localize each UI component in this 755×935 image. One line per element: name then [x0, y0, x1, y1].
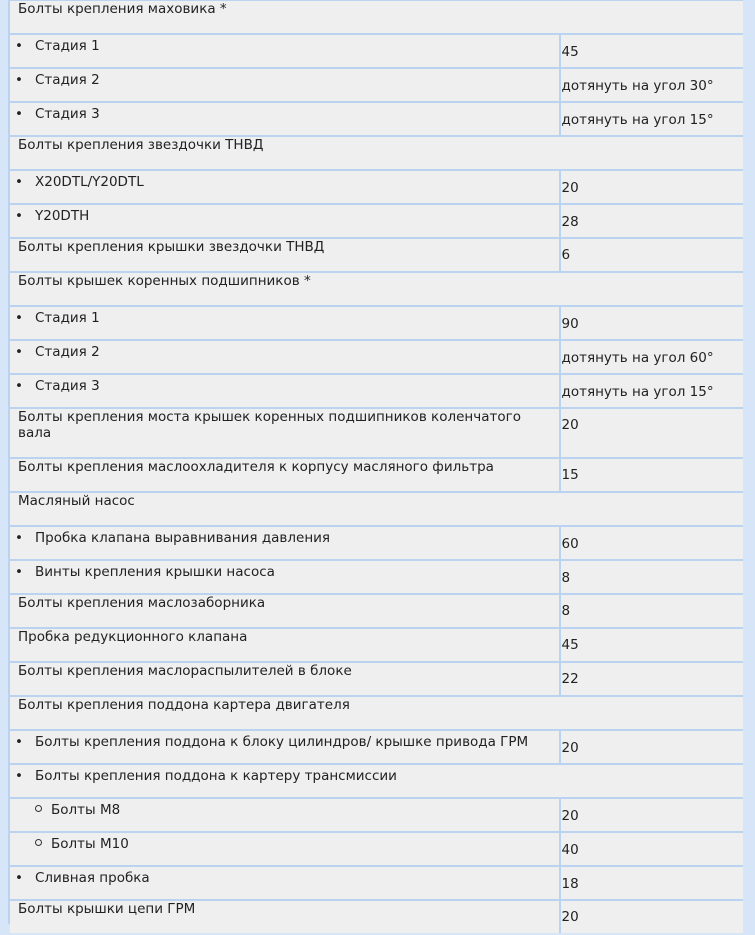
- table-row: [10, 901, 743, 933]
- bullet-icon: •: [15, 72, 23, 88]
- row-value: 45: [561, 35, 744, 67]
- row-label: Винты крепления крышки насоса: [35, 564, 275, 580]
- row-name: [10, 103, 561, 135]
- bullet-icon: •: [15, 106, 23, 122]
- row-name: [10, 69, 561, 101]
- bullet-icon: •: [15, 310, 23, 326]
- row-label: Болты крепления моста крышек коренных подшипников коленчатого вала: [18, 409, 521, 441]
- row-label: X20DTL/Y20DTL: [35, 174, 144, 190]
- table-row: [10, 375, 743, 407]
- row-value: 20: [561, 409, 744, 457]
- row-name: [10, 901, 561, 933]
- table-row: [10, 69, 743, 101]
- circle-bullet-icon: [35, 839, 42, 846]
- bullet-icon: •: [15, 174, 23, 190]
- row-name: [10, 459, 561, 491]
- row-label: Пробка редукционного клапана: [18, 629, 248, 645]
- row-name: [10, 1, 743, 33]
- table-row: [10, 697, 743, 729]
- table-row: [10, 799, 743, 831]
- row-label: Сливная пробка: [35, 870, 150, 886]
- row-label: Болты М10: [51, 836, 129, 852]
- row-name: [10, 205, 561, 237]
- bullet-icon: •: [15, 734, 23, 750]
- table-row: [10, 629, 743, 661]
- row-name: [10, 595, 561, 627]
- row-label: Болты крепления поддона картера двигателя: [18, 697, 350, 713]
- row-label: Болты крышки цепи ГРМ: [18, 901, 196, 917]
- table-row: [10, 273, 743, 305]
- row-value: дотянуть на угол 15°: [561, 103, 744, 135]
- row-name: [10, 765, 743, 797]
- row-value: 40: [561, 833, 744, 865]
- row-name: [10, 375, 561, 407]
- bullet-icon: •: [15, 378, 23, 394]
- table-row: [10, 459, 743, 491]
- table-row: [10, 35, 743, 67]
- table-row: [10, 867, 743, 899]
- table-row: [10, 595, 743, 627]
- row-name: [10, 527, 561, 559]
- row-name: [10, 409, 561, 457]
- row-label: Болты крепления маслоохладителя к корпусу масляного фильтра: [18, 459, 494, 475]
- row-value: 15: [561, 459, 744, 491]
- row-value: 6: [561, 239, 744, 271]
- row-name: [10, 341, 561, 373]
- row-value: 22: [561, 663, 744, 695]
- table-row: [10, 171, 743, 203]
- bullet-icon: •: [15, 870, 23, 886]
- row-label: Болты М8: [51, 802, 121, 818]
- table-row: [10, 527, 743, 559]
- table-row: [10, 765, 743, 797]
- table-row: [10, 103, 743, 135]
- row-name: [10, 799, 561, 831]
- row-name: [10, 239, 561, 271]
- row-label: Стадия 3: [35, 106, 100, 122]
- row-name: [10, 35, 561, 67]
- row-name: [10, 663, 561, 695]
- table-row: [10, 409, 743, 457]
- row-label: Стадия 1: [35, 310, 100, 326]
- row-label: Болты крепления звездочки ТНВД: [18, 137, 264, 153]
- bullet-icon: •: [15, 38, 23, 54]
- row-value: 45: [561, 629, 744, 661]
- row-value: 8: [561, 595, 744, 627]
- table-row: [10, 239, 743, 271]
- row-label: Болты крепления маслораспылителей в блоке: [18, 663, 352, 679]
- torque-table: [10, 0, 743, 935]
- table-row: [10, 137, 743, 169]
- row-value: 18: [561, 867, 744, 899]
- row-name: [10, 561, 561, 593]
- table-row: [10, 663, 743, 695]
- row-label: Болты крепления маховика *: [18, 1, 227, 17]
- row-value: 28: [561, 205, 744, 237]
- bullet-icon: •: [15, 530, 23, 546]
- row-name: [10, 833, 561, 865]
- bullet-icon: •: [15, 564, 23, 580]
- row-label: Болты крепления поддона к блоку цилиндров/ крышке привода ГРМ: [35, 734, 529, 750]
- row-value: 20: [561, 731, 744, 763]
- row-name: [10, 629, 561, 661]
- row-label: Болты крепления крышки звездочки ТНВД: [18, 239, 325, 255]
- bullet-icon: •: [15, 344, 23, 360]
- table-row: [10, 205, 743, 237]
- table-row: [10, 341, 743, 373]
- bullet-icon: •: [15, 208, 23, 224]
- row-value: 20: [561, 901, 744, 933]
- row-value: 90: [561, 307, 744, 339]
- row-value: 8: [561, 561, 744, 593]
- row-name: [10, 697, 743, 729]
- row-value: 60: [561, 527, 744, 559]
- row-name: [10, 137, 743, 169]
- row-name: [10, 273, 743, 305]
- row-label: Болты крепления маслозаборника: [18, 595, 266, 611]
- row-label: Стадия 2: [35, 72, 100, 88]
- table-row: [10, 493, 743, 525]
- row-value: дотянуть на угол 15°: [561, 375, 744, 407]
- row-label: Y20DTH: [35, 208, 90, 224]
- row-label: Стадия 2: [35, 344, 100, 360]
- bullet-icon: •: [15, 768, 23, 784]
- row-label: Болты крышек коренных подшипников *: [18, 273, 311, 289]
- row-name: [10, 867, 561, 899]
- table-row: [10, 561, 743, 593]
- row-label: Болты крепления поддона к картеру трансмиссии: [35, 768, 397, 784]
- row-label: Масляный насос: [18, 493, 135, 509]
- row-name: [10, 171, 561, 203]
- table-row: [10, 731, 743, 763]
- row-value: дотянуть на угол 30°: [561, 69, 744, 101]
- table-row: [10, 833, 743, 865]
- circle-bullet-icon: [35, 805, 42, 812]
- row-name: [10, 307, 561, 339]
- row-name: [10, 493, 743, 525]
- row-label: Пробка клапана выравнивания давления: [35, 530, 331, 546]
- table-row: [10, 307, 743, 339]
- row-value: 20: [561, 799, 744, 831]
- row-label: Стадия 1: [35, 38, 100, 54]
- row-value: 20: [561, 171, 744, 203]
- row-value: дотянуть на угол 60°: [561, 341, 744, 373]
- table-row: [10, 1, 743, 33]
- row-label: Стадия 3: [35, 378, 100, 394]
- row-name: [10, 731, 561, 763]
